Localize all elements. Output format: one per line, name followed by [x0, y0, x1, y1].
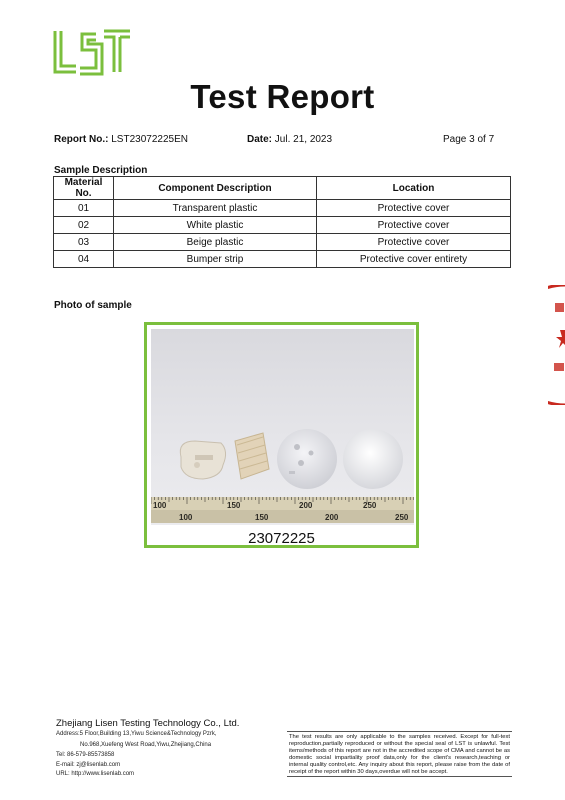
sample-photo	[151, 329, 414, 525]
svg-text:200: 200	[325, 513, 339, 522]
svg-text:100: 100	[153, 501, 167, 510]
table-cell: 01	[54, 200, 114, 217]
svg-text:250: 250	[363, 501, 377, 510]
sample-white-dome	[277, 429, 337, 489]
table-cell: Transparent plastic	[114, 200, 317, 217]
page-title: Test Report	[190, 78, 375, 115]
footer-disclaimer: The test results are only applicable to the samples received. Except for full-text reproduction,partially reproduced or without the special seal of LST is unlawful. Test items/methods of this report are not in the accredited scope of CMA and cannot be as domestic social impartiality proof data,only for the client's research,teaching or internal quality control,etc. Any inquiry about this report, please raise from the date of receipt of the report within 30 days,overdue will not be accept.	[287, 731, 512, 777]
column-header: Component Description	[114, 177, 317, 200]
table-row	[54, 217, 511, 234]
table-cell: 03	[54, 234, 114, 251]
footer-website: URL: http://www.lisenlab.com	[56, 771, 135, 777]
table-cell: Protective cover entirety	[317, 251, 511, 268]
table-row	[54, 234, 511, 251]
svg-text:150: 150	[227, 501, 241, 510]
official-seal-stamp	[548, 285, 565, 405]
column-header: Location	[317, 177, 511, 200]
sample-beige-cover	[180, 441, 225, 479]
ruler	[151, 497, 414, 523]
svg-text:150: 150	[255, 513, 269, 522]
lst-logo	[52, 28, 132, 76]
table-cell: Bumper strip	[114, 251, 317, 268]
table-row	[54, 251, 511, 268]
page-number: Page 3 of 7	[443, 134, 495, 145]
footer-telephone: Tel: 86-579-85573858	[56, 752, 115, 758]
sample-description-table	[53, 176, 511, 268]
sample-transparent-dome	[343, 429, 403, 489]
footer-address-line-2: No.968,Xuefeng West Road,Yiwu,Zhejiang,China	[80, 742, 212, 748]
footer-company-name: Zhejiang Lisen Testing Technology Co., Ltd.	[56, 718, 240, 729]
table-cell: Protective cover	[317, 217, 511, 234]
table-row	[54, 200, 511, 217]
table-cell: 02	[54, 217, 114, 234]
svg-text:250: 250	[395, 513, 409, 522]
table-cell: Protective cover	[317, 200, 511, 217]
table-cell: Beige plastic	[114, 234, 317, 251]
svg-text:100: 100	[179, 513, 193, 522]
report-number: Report No.: LST23072225EN	[54, 134, 188, 145]
footer-address-line-1: Address:5 Floor,Building 13,Yiwu Science&Technology Pzrk,	[56, 731, 217, 737]
column-header: Material No.	[54, 177, 114, 200]
svg-text:200: 200	[299, 501, 313, 510]
sample-number-caption: 23072225	[248, 530, 315, 547]
table-cell: White plastic	[114, 217, 317, 234]
sample-photo-frame	[144, 322, 419, 548]
footer-email: E-mail: zj@lisenlab.com	[56, 762, 121, 768]
report-date: Date: Jul. 21, 2023	[247, 134, 333, 145]
sample-description-heading: Sample Description	[54, 165, 148, 176]
svg-text:LST: LST	[92, 75, 94, 76]
table-cell: 04	[54, 251, 114, 268]
table-header-row	[54, 177, 511, 200]
table-cell: Protective cover	[317, 234, 511, 251]
photo-heading: Photo of sample	[54, 300, 132, 311]
